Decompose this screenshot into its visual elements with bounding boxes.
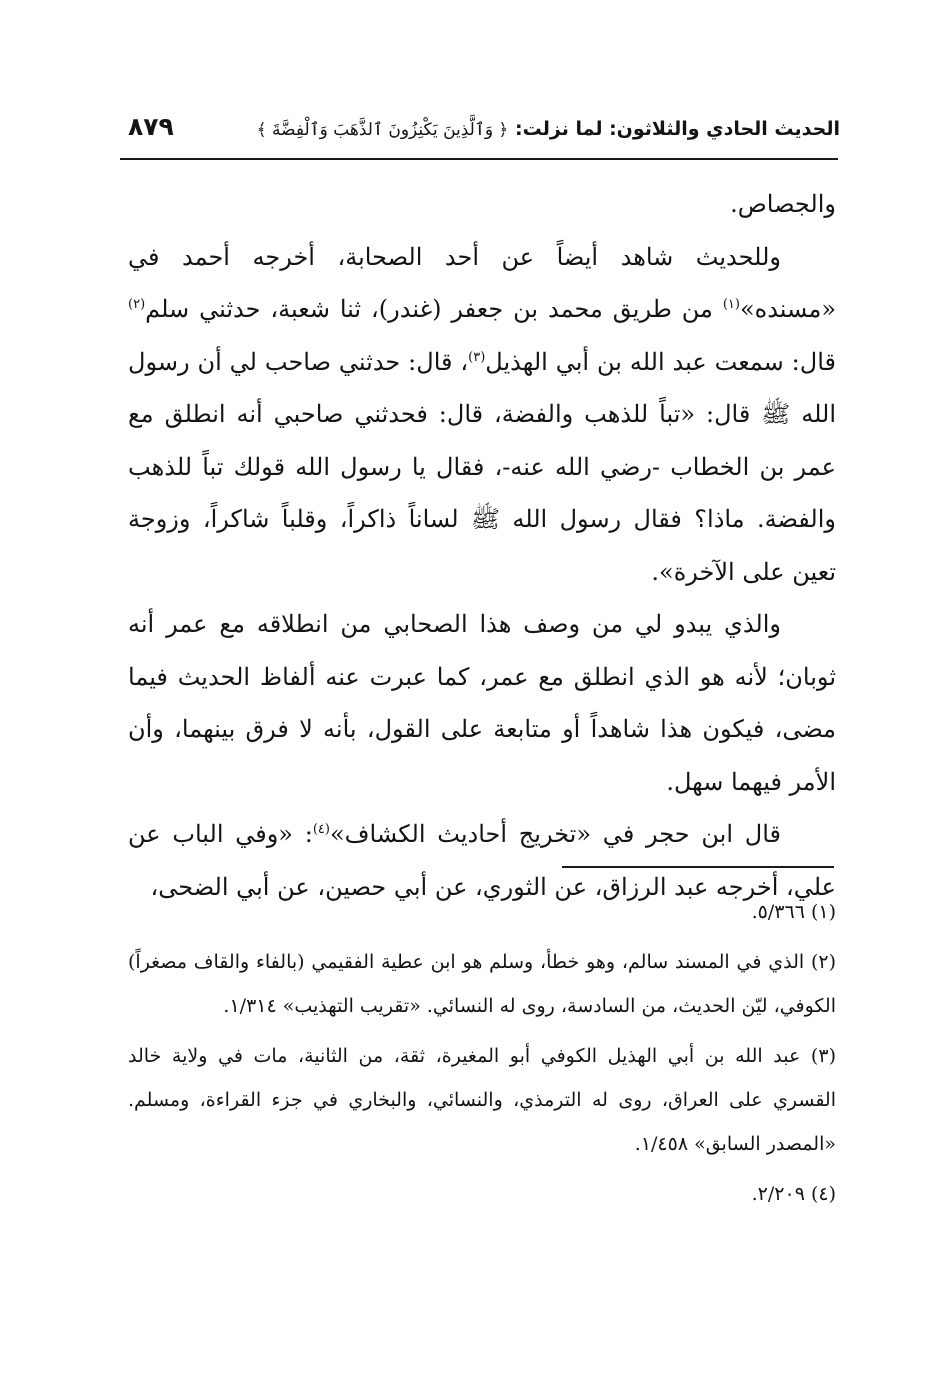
paragraph-2-part-d: ، قال: حدثني صاحب لي أن رسول الله ﷺ قال: «تباً للذهب والفضة، قال: فحدثني صاحبي أنه انطلق مع عمر بن الخطاب -رضي الله عنه-، فقال يا رسول الله قولك تباً للذهب والفضة. ماذا؟ فقال رسول الله ﷺ لساناً ذاكراً، وقلباً شاكراً، وزوجة تعين على الآخرة». — [128, 347, 836, 586]
chapter-title: الحديث الحادي والثلاثون: لما نزلت: — [515, 118, 840, 140]
header-divider — [120, 158, 838, 160]
footnote-ref-1: (١) — [722, 297, 740, 312]
paragraph-3: والذي يبدو لي من وصف هذا الصحابي من انطلاقه مع عمر أنه ثوبان؛ لأنه هو الذي انطلق مع عمر، كما عبرت عنه ألفاظ الحديث فيما مضى، فيكون هذا شاهداً أو متابعة على القول، بأنه لا فرق بينهما، وأن الأمر فيهما سهل. — [128, 610, 836, 796]
paragraph-2-part-a: وللحديث شاهد أيضاً عن أحد الصحابة، أخرجه أحمد في «مسنده» — [128, 242, 836, 323]
paragraph-4-part-a: قال ابن حجر في «تخريج أحاديث الكشاف» — [329, 820, 781, 848]
footnote-4: (٤) ٢/٢٠٩. — [751, 1183, 836, 1205]
footnote-ref-4: (٤) — [312, 822, 330, 837]
quran-verse: ﴿ وَٱلَّذِينَ يَكْنِزُونَ ٱلذَّهَبَ وَٱلْفِضَّةَ ﴾ — [256, 120, 509, 140]
running-title — [257, 118, 840, 140]
footnote-1: (١) ٥/٣٦٦. — [751, 901, 836, 923]
footnotes — [128, 890, 836, 1216]
running-header — [120, 108, 840, 152]
footnote-ref-2: (٢) — [128, 297, 146, 312]
footnote-3: (٣) عبد الله بن أبي الهذيل الكوفي أبو المغيرة، ثقة، من الثانية، مات في ولاية خالد القسري على العراق، روى له الترمذي، والنسائي، والبخاري في جزء القراءة، ومسلم. «المصدر السابق» ١/٤٥٨. — [128, 1045, 836, 1155]
footnote-2: (٢) الذي في المسند سالم، وهو خطأ، وسلم هو ابن عطية الفقيمي (بالفاء والقاف مصغراً) الكوفي، ليّن الحديث، من السادسة، روى له النسائي. «تقريب التهذيب» ١/٣١٤. — [128, 951, 836, 1017]
paragraph-4-part-b: : «وفي الباب عن علي، أخرجه عبد الرزاق، عن الثوري، عن أبي حصين، عن أبي الضحى، — [128, 820, 836, 901]
footnote-divider — [562, 866, 834, 868]
main-text — [128, 178, 836, 913]
paragraph-1: والجصاص. — [730, 190, 836, 218]
footnote-ref-3: (٣) — [468, 349, 486, 365]
paragraph-2 — [128, 231, 836, 599]
page-number: ٨٧٩ — [128, 112, 174, 141]
paragraph-2-part-b: من طريق محمد بن جعفر (غندر)، ثنا شعبة، حدثني سلم — [145, 295, 723, 323]
paragraph-2-part-c: قال: سمعت عبد الله بن أبي الهذيل — [485, 347, 836, 376]
